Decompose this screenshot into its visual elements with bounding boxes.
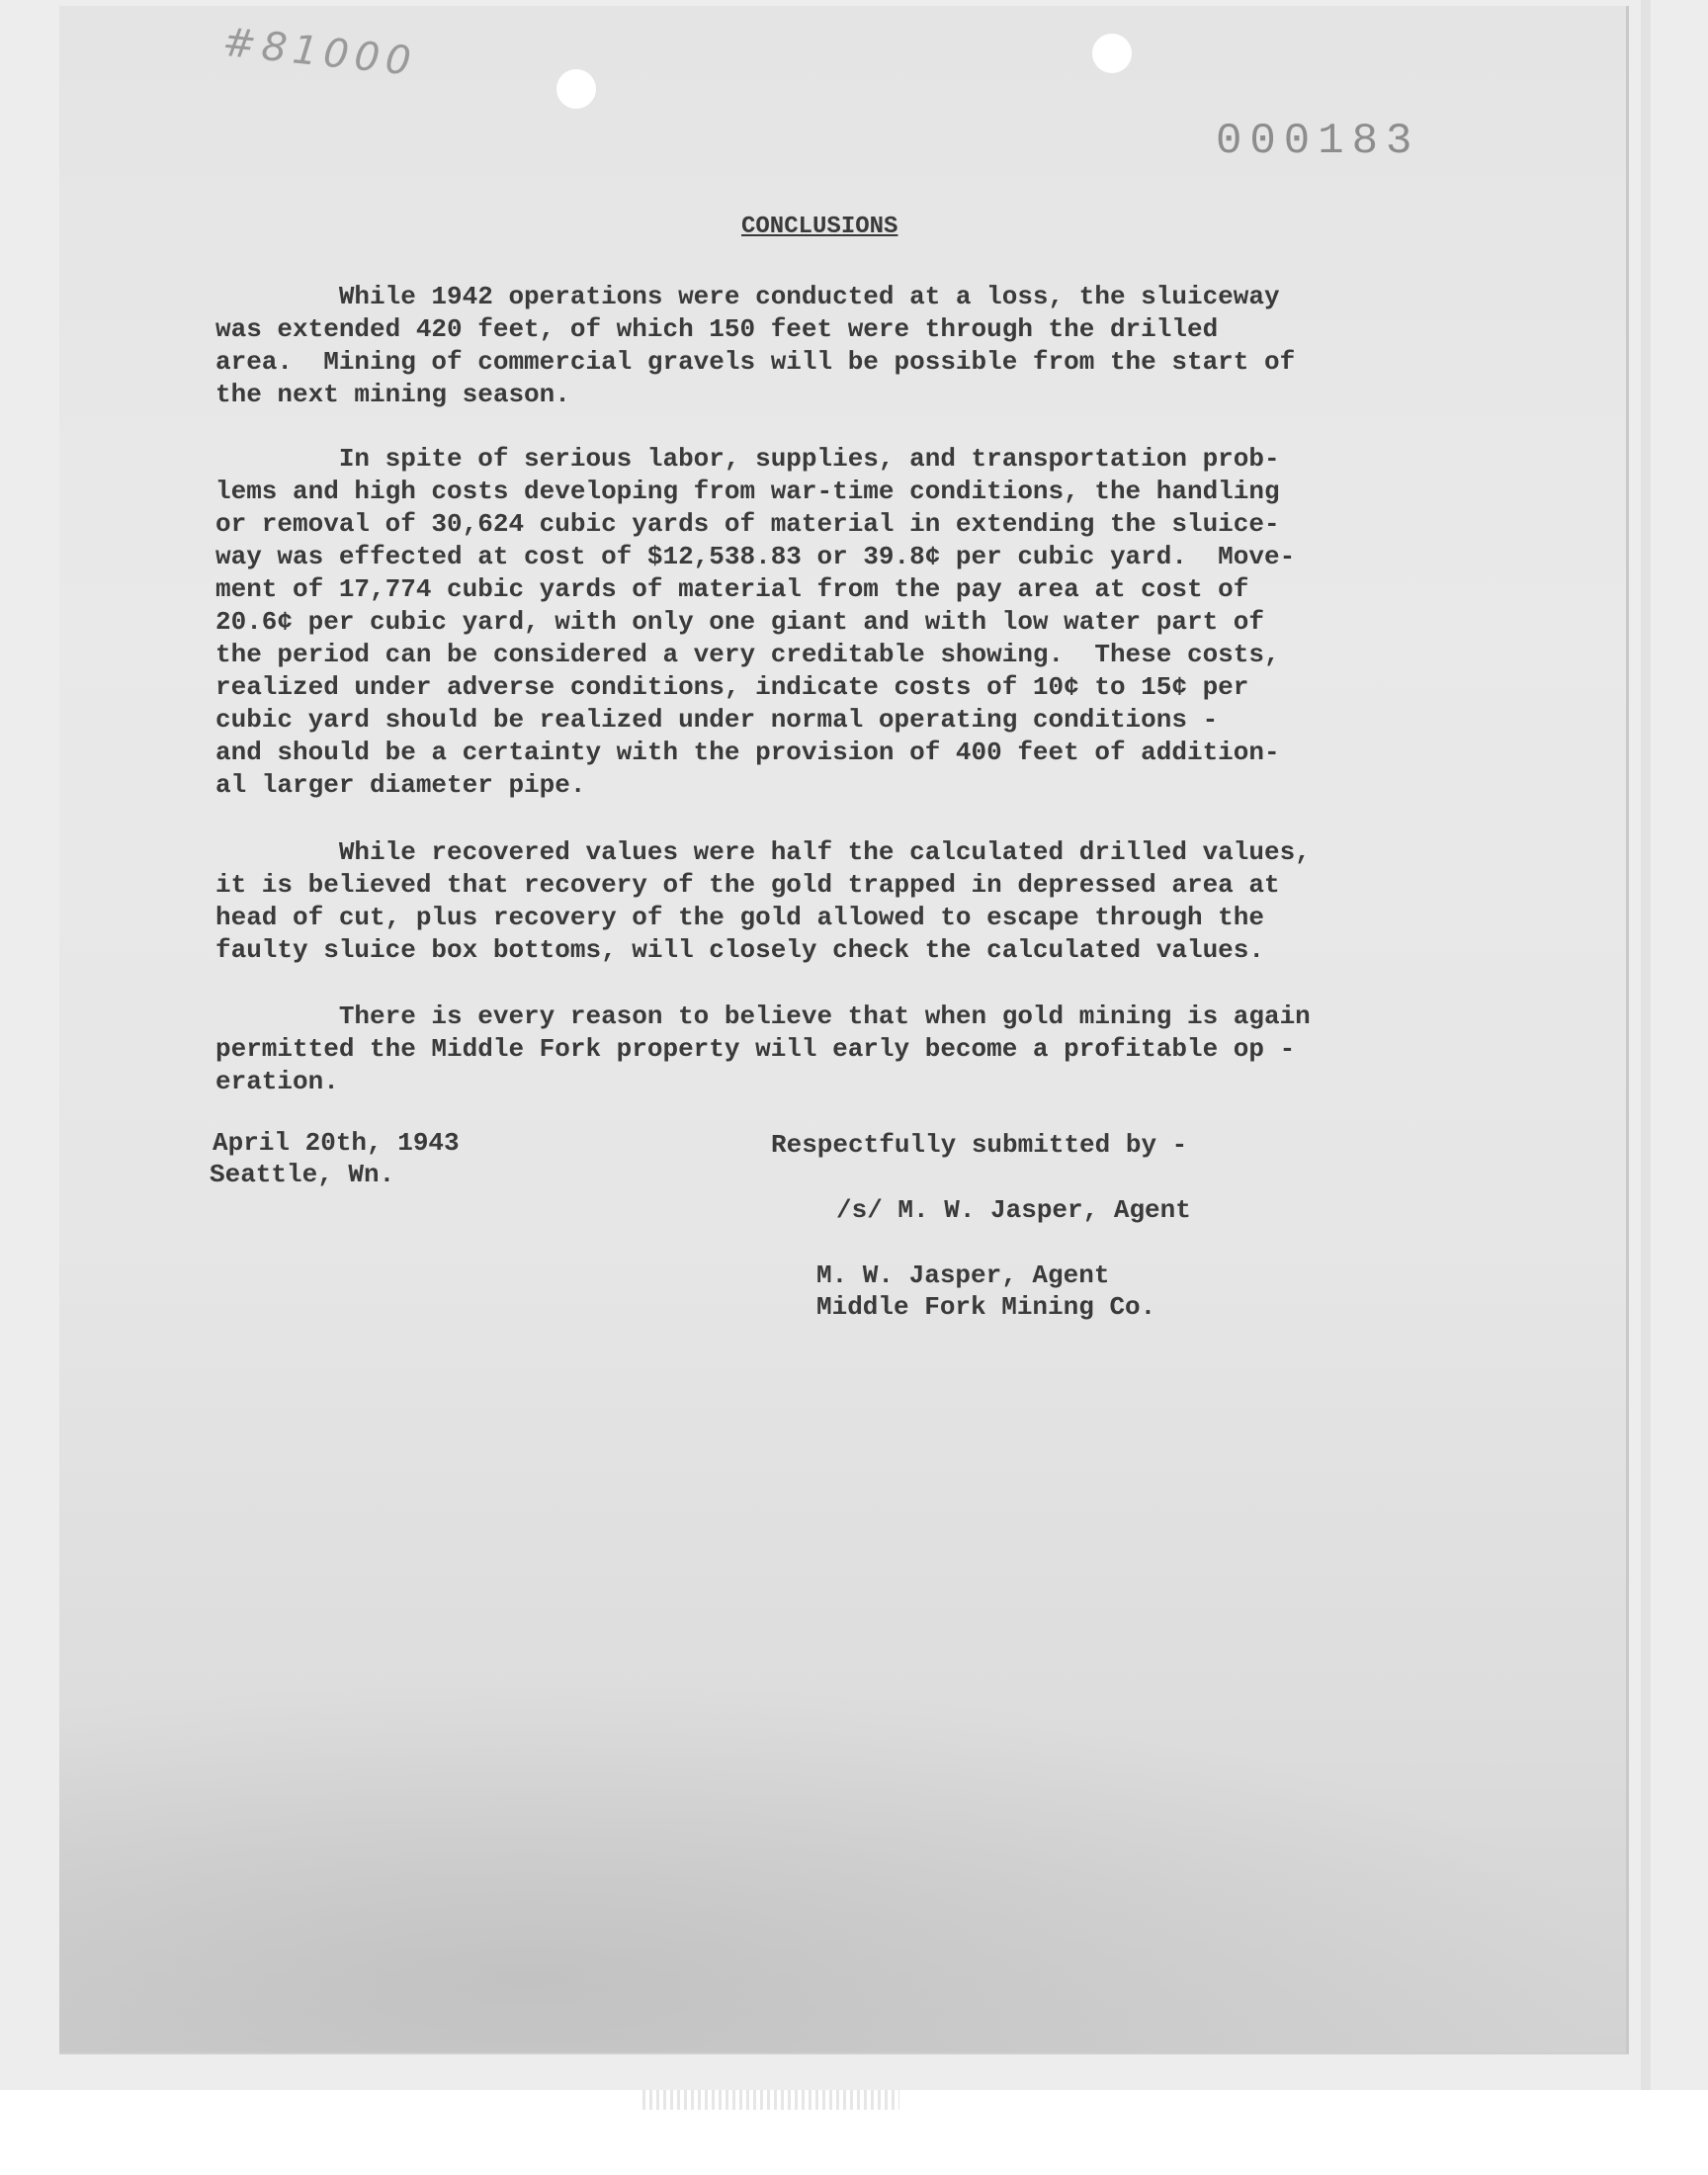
paragraph-3: While recovered values were half the calculated drilled values, it is believed that recovery of the gold trapped in depressed area at head of cut, plus recovery of the gold allowed to escape through the faulty sluice box bottoms, will closely check the calculated values. [215, 837, 1311, 965]
paragraph-1: While 1942 operations were conducted at a loss, the sluiceway was extended 420 feet, of which 150 feet were through the drilled area. Mining of commercial gravels will be possible from the start of the next mining season. [215, 282, 1296, 409]
paragraph-2: In spite of serious labor, supplies, and transportation prob- lems and high costs developing from war-time conditions, the handling or removal of 30,624 cubic yards of material in extending the sluice- way was effected at cost of $12,538.83 or 39.8¢ per cubic yard. Move- ment of 17,774 cubic yards of material from the pay area at cost of 20.6¢ per cubic yard, with only one giant and with low water part of the period can be considered a very creditable showing. These costs, realized under adverse conditions, indicate costs of 10¢ to 15¢ per cubic yard should be realized under normal operating conditions - and should be a certainty with the provision of 400 feet of addition- al larger diameter pipe. [215, 444, 1296, 800]
date-line: April 20th, 1943 [213, 1128, 460, 1158]
scan-edge-strip [1641, 0, 1651, 2090]
scan-artifact-ticks [642, 2090, 899, 2110]
document-title: CONCLUSIONS [741, 214, 898, 240]
signer-organization: Middle Fork Mining Co. [816, 1292, 1156, 1322]
punch-hole-right [1092, 34, 1132, 73]
handwritten-reference-number: #81000 [220, 19, 419, 86]
stamped-page-number: 000183 [1216, 117, 1420, 166]
place-line: Seattle, Wn. [210, 1160, 395, 1189]
paragraph-4: There is every reason to believe that when gold mining is again permitted the Middle Fork property will early become a profitable op - eration. [215, 1001, 1311, 1096]
scan-bottom-margin [0, 2090, 1708, 2175]
signer-name: M. W. Jasper, Agent [816, 1261, 1110, 1290]
punch-hole-left [556, 69, 596, 109]
closing-line: Respectfully submitted by - [771, 1130, 1188, 1160]
signature-line: /s/ M. W. Jasper, Agent [836, 1195, 1191, 1225]
